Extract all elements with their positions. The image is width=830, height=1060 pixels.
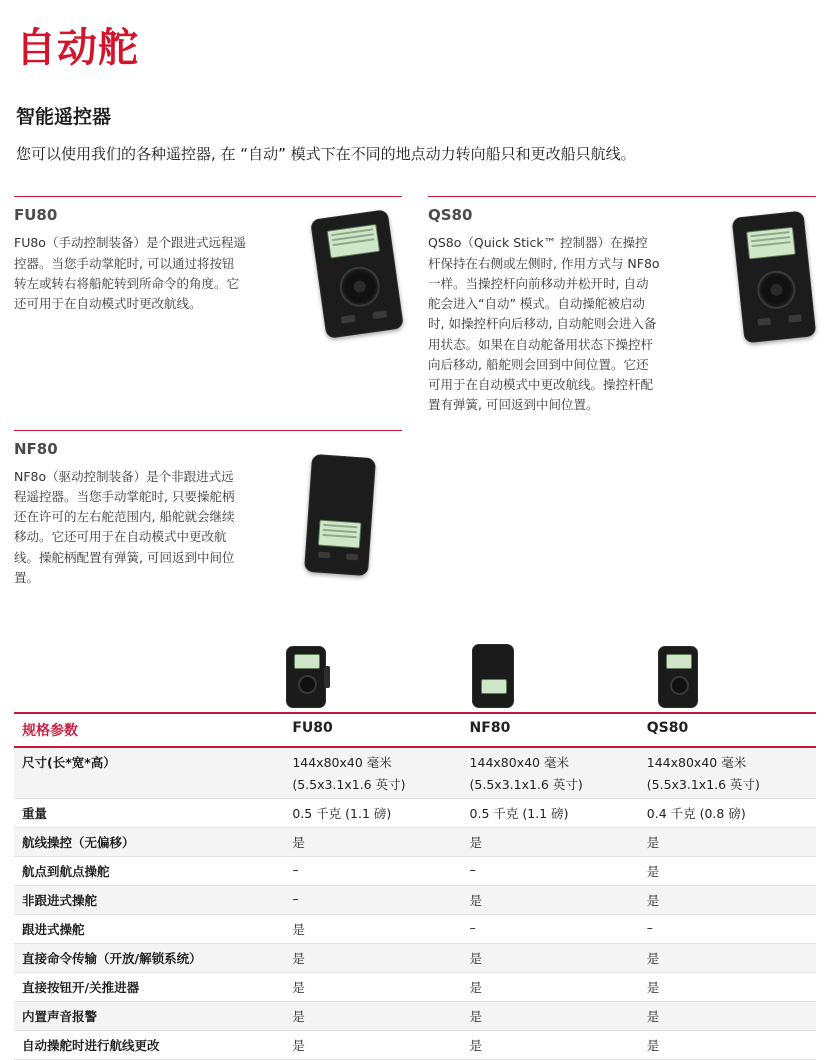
row-value bbox=[462, 747, 639, 799]
product-qs80 bbox=[428, 196, 816, 415]
remote-qs80-mini-icon bbox=[658, 646, 698, 708]
product-name-nf80: NF80 bbox=[14, 439, 58, 458]
table-row bbox=[14, 1002, 816, 1031]
row-value: 是 bbox=[462, 944, 639, 973]
product-row-top bbox=[14, 196, 816, 415]
product-desc-qs80: QS8o（Quick Stick™ 控制器）在操控杆保持在右侧或左侧时, 作用方式与 NF8o 一样。当操控杆向前移动并松开时, 自动舵会进入“自动” 模式。自动操舵被启动时, 如操控杆向后移动, 自动舵则会进入备用状态。如果在自动舵备用状态下操控杆向后移动, 船舵则会回到中间位置。它还可用于在自动模式中更改航线。操控杆配置有弹簧, 可回返到中间位置。 bbox=[428, 235, 660, 413]
section-subtitle: 智能遥控器 bbox=[16, 106, 112, 128]
row-value: 0.4 千克 (0.8 磅) bbox=[639, 799, 816, 828]
spec-header-nf80: NF80 bbox=[462, 713, 639, 747]
row-value: 是 bbox=[462, 973, 639, 1002]
table-row bbox=[14, 944, 816, 973]
table-row bbox=[14, 915, 816, 944]
row-value: 是 bbox=[462, 828, 639, 857]
row-value: – bbox=[639, 915, 816, 944]
spec-device-images bbox=[14, 622, 816, 708]
divider-rule bbox=[428, 196, 816, 197]
spec-header-params: 规格参数 bbox=[14, 713, 284, 747]
row-value-alt: (5.5x3.1x1.6 英寸) bbox=[469, 777, 583, 792]
page-title: 自动舵 bbox=[16, 25, 139, 71]
device-image-nf80 bbox=[308, 422, 372, 574]
table-row bbox=[14, 1031, 816, 1060]
row-value: – bbox=[284, 857, 461, 886]
product-nf80 bbox=[14, 430, 402, 589]
row-value: 是 bbox=[639, 944, 816, 973]
spec-image-nf80 bbox=[472, 622, 514, 708]
remote-nf80-mini-icon bbox=[472, 644, 514, 708]
spec-header-fu80: FU80 bbox=[284, 713, 461, 747]
row-label: 直接命令传输（开放/解锁系统） bbox=[14, 944, 284, 973]
row-value bbox=[284, 747, 461, 799]
row-value: 是 bbox=[284, 944, 461, 973]
row-value: 是 bbox=[462, 1031, 639, 1060]
product-row-bottom bbox=[14, 430, 816, 589]
row-value: 是 bbox=[284, 915, 461, 944]
row-value-alt: (5.5x3.1x1.6 英寸) bbox=[646, 777, 760, 792]
row-value: 是 bbox=[462, 1002, 639, 1031]
row-value-main: 144x80x40 毫米 bbox=[646, 755, 747, 770]
table-row bbox=[14, 799, 816, 828]
table-row bbox=[14, 886, 816, 915]
row-value: 是 bbox=[284, 1031, 461, 1060]
spec-table-header-row bbox=[14, 713, 816, 747]
row-label: 自动操舵时进行航线更改 bbox=[14, 1031, 284, 1060]
spec-table-body bbox=[14, 747, 816, 1060]
product-desc-nf80: NF8o（驱动控制装备）是个非跟进式远程遥控器。当您手动掌舵时, 只要操舵柄还在许可的左右舵范围内, 船舵就会继续移动。它还可用于在自动模式中更改航线。操舵柄配置有弹簧, 可回返到中间位置。 bbox=[14, 468, 235, 585]
spec-image-qs80 bbox=[658, 646, 698, 708]
row-value: 是 bbox=[284, 828, 461, 857]
row-value: 是 bbox=[639, 973, 816, 1002]
device-image-qs80 bbox=[738, 214, 810, 340]
remote-qs80-icon bbox=[732, 211, 817, 344]
remote-nf80-icon bbox=[304, 453, 376, 575]
row-value: 是 bbox=[639, 886, 816, 915]
table-row bbox=[14, 857, 816, 886]
spec-table bbox=[14, 712, 816, 1060]
spec-image-fu80 bbox=[286, 646, 326, 708]
row-label: 重量 bbox=[14, 799, 284, 828]
row-label: 航线操控（无偏移） bbox=[14, 828, 284, 857]
remote-fu80-icon bbox=[310, 209, 404, 339]
row-value: 是 bbox=[639, 1031, 816, 1060]
row-value: 0.5 千克 (1.1 磅) bbox=[462, 799, 639, 828]
row-label: 航点到航点操舵 bbox=[14, 857, 284, 886]
product-fu80 bbox=[14, 196, 402, 415]
row-value: 是 bbox=[639, 828, 816, 857]
row-value: – bbox=[462, 915, 639, 944]
row-label: 内置声音报警 bbox=[14, 1002, 284, 1031]
row-label: 非跟进式操舵 bbox=[14, 886, 284, 915]
device-image-fu80 bbox=[318, 214, 396, 334]
row-label: 尺寸(长*宽*高） bbox=[14, 747, 284, 799]
product-desc-fu80: FU8o（手动控制装备）是个跟进式远程遥控器。当您手动掌舵时, 可以通过将按钮转左或转右将船舵转到所命令的角度。它还可用于在自动模式时更改航线。 bbox=[14, 235, 246, 311]
product-spacer bbox=[428, 430, 816, 589]
row-value: 是 bbox=[639, 1002, 816, 1031]
table-row bbox=[14, 973, 816, 1002]
intro-paragraph: 您可以使用我们的各种遥控器, 在 “自动” 模式下在不同的地点动力转向船只和更改船只航线。 bbox=[16, 145, 636, 163]
row-value-main: 144x80x40 毫米 bbox=[292, 755, 392, 770]
row-label: 跟进式操舵 bbox=[14, 915, 284, 944]
row-value: – bbox=[462, 857, 639, 886]
row-value-alt: (5.5x3.1x1.6 英寸) bbox=[292, 777, 406, 792]
row-value: 是 bbox=[462, 886, 639, 915]
divider-rule bbox=[14, 196, 402, 197]
remote-fu80-mini-icon bbox=[286, 646, 326, 708]
row-value: 是 bbox=[284, 1002, 461, 1031]
row-value: 是 bbox=[639, 857, 816, 886]
product-name-fu80: FU80 bbox=[14, 206, 58, 225]
row-value: – bbox=[284, 886, 461, 915]
table-row bbox=[14, 828, 816, 857]
row-value: 是 bbox=[284, 973, 461, 1002]
row-value: 0.5 千克 (1.1 磅) bbox=[284, 799, 461, 828]
row-label: 直接按钮开/关推进器 bbox=[14, 973, 284, 1002]
row-value bbox=[639, 747, 816, 799]
table-row bbox=[14, 747, 816, 799]
product-sections bbox=[14, 196, 816, 588]
spec-header-qs80: QS80 bbox=[639, 713, 816, 747]
row-value-main: 144x80x40 毫米 bbox=[469, 755, 569, 770]
product-name-qs80: QS80 bbox=[428, 206, 473, 225]
